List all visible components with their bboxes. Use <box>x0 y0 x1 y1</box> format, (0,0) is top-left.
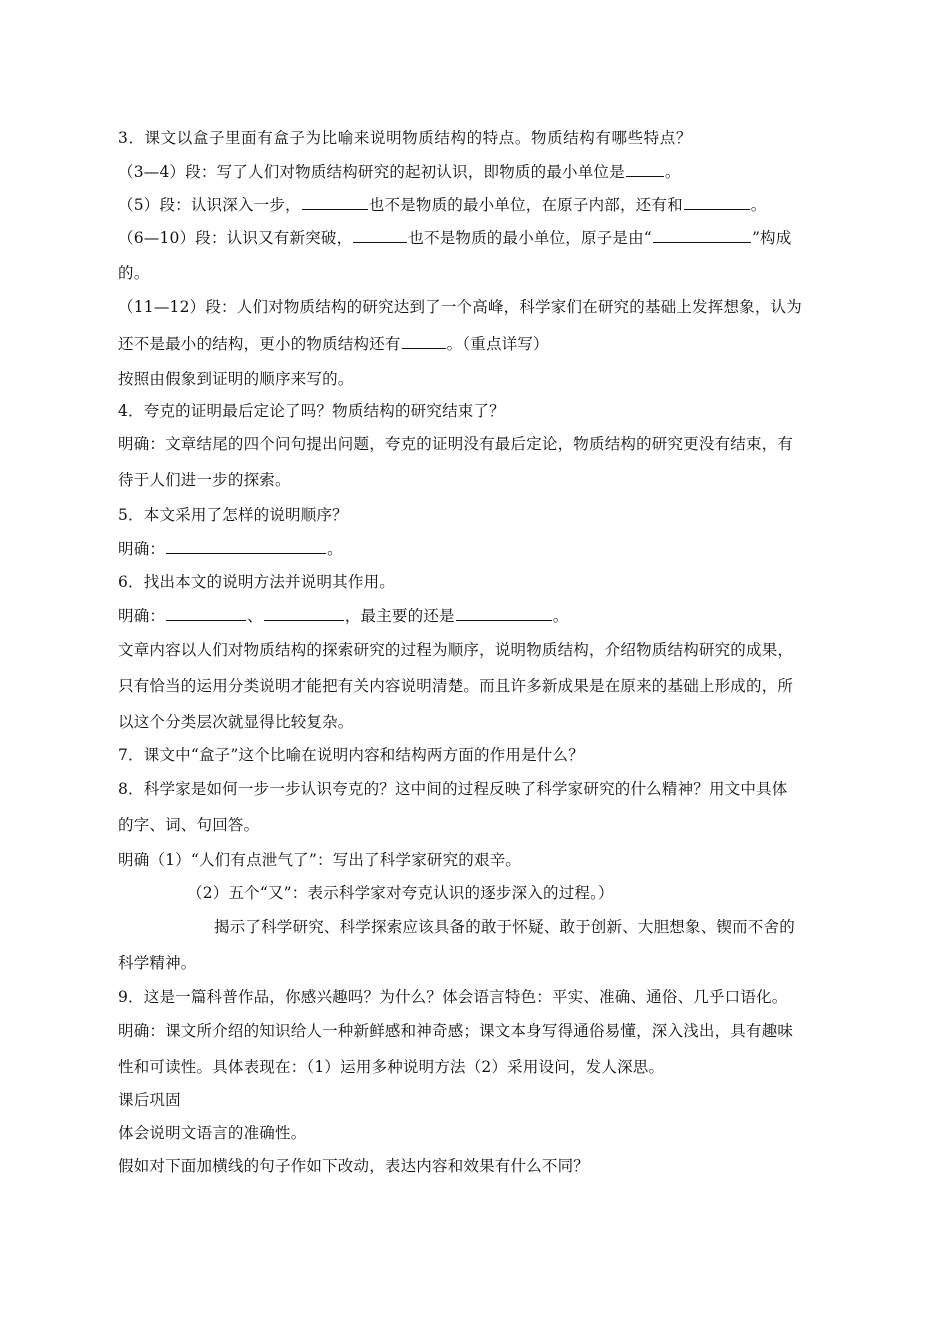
fill-blank[interactable] <box>456 605 552 621</box>
paragraph-11-12: （11—12）段：人们对物质结构的研究达到了一个高峰，科学家们在研究的基础上发挥想象，认为 <box>118 298 802 316</box>
answer-4-cont: 待于人们进一步的探索。 <box>118 471 291 489</box>
paragraph-6-10-end: 的。 <box>118 264 150 282</box>
answer-9: 明确：课文所介绍的知识给人一种新鲜感和神奇感；课文本身写得通俗易懂，深入浅出，具有趣味 <box>118 1022 794 1040</box>
fill-blank[interactable] <box>302 194 368 210</box>
paragraph-3-4: （3—4）段：写了人们对物质结构研究的起初认识，即物质的最小单位是 。 <box>118 163 681 181</box>
order-note: 按照由假象到证明的顺序来写的。 <box>118 370 354 388</box>
question-5: 5．本文采用了怎样的说明顺序？ <box>118 506 348 524</box>
explanation-6: 文章内容以人们对物质结构的探索研究的过程为顺序，说明物质结构，介绍物质结构研究的成果， <box>118 641 794 659</box>
fill-blank[interactable] <box>626 161 664 177</box>
answer-5: 明确： 。 <box>118 540 343 558</box>
question-8: 8．科学家是如何一步一步认识夸克的？这中间的过程反映了科学家研究的什么精神？用文中具体 <box>118 780 788 798</box>
section-heading-review: 课后巩固 <box>118 1091 181 1109</box>
explanation-6-cont-2: 以这个分类层次就显得比较复杂。 <box>118 713 354 731</box>
fill-blank[interactable] <box>684 194 750 210</box>
fill-blank[interactable] <box>264 605 344 621</box>
answer-8-summary-cont: 科学精神。 <box>118 954 197 972</box>
answer-8-2: （2）五个“又”：表示科学家对夸克认识的逐步深入的过程。） <box>187 884 614 902</box>
fill-blank[interactable] <box>402 333 446 349</box>
question-6: 6．找出本文的说明方法并说明其作用。 <box>118 573 395 591</box>
question-3: 3．课文以盒子里面有盒子为比喻来说明物质结构的特点。物质结构有哪些特点？ <box>118 129 692 147</box>
paragraph-5: （5）段：认识深入一步， 也不是物质的最小单位，在原子内部，还有和 。 <box>118 196 767 214</box>
answer-6: 明确： 、 ，最主要的还是 。 <box>118 607 569 625</box>
review-line-1: 体会说明文语言的准确性。 <box>118 1124 307 1142</box>
question-4: 4．夸克的证明最后定论了吗？物质结构的研究结束了？ <box>118 402 505 420</box>
review-line-2: 假如对下面加横线的句子作如下改动，表达内容和效果有什么不同？ <box>118 1157 590 1175</box>
fill-blank[interactable] <box>653 227 751 243</box>
fill-blank[interactable] <box>166 538 326 554</box>
explanation-6-cont-1: 只有恰当的运用分类说明才能把有关内容说明清楚。而且许多新成果是在原来的基础上形成的，所 <box>118 677 794 695</box>
answer-8-1: 明确（1）“人们有点泄气了”：写出了科学家研究的艰辛。 <box>118 851 522 869</box>
question-8-cont: 的字、词、句回答。 <box>118 816 260 834</box>
question-7: 7．课文中“盒子”这个比喻在说明内容和结构两方面的作用是什么？ <box>118 746 584 764</box>
fill-blank[interactable] <box>353 227 407 243</box>
answer-8-summary: 揭示了科学研究、科学探索应该具备的敢于怀疑、敢于创新、大胆想象、锲而不舍的 <box>214 918 795 936</box>
question-9: 9．这是一篇科普作品，你感兴趣吗？为什么？体会语言特色：平实、准确、通俗、几乎口语化。 <box>118 988 788 1006</box>
paragraph-11-12-cont: 还不是最小的结构，更小的物质结构还有 。（重点详写） <box>118 335 549 353</box>
answer-4: 明确：文章结尾的四个问句提出问题，夸克的证明没有最后定论，物质结构的研究更没有结束，有 <box>118 435 794 453</box>
answer-9-cont: 性和可读性。具体表现在：（1）运用多种说明方法（2）采用设问，发人深思。 <box>118 1058 665 1076</box>
fill-blank[interactable] <box>166 605 246 621</box>
paragraph-6-10: （6—10）段：认识又有新突破， 也不是物质的最小单位，原子是由“ ”构成 <box>118 229 792 247</box>
